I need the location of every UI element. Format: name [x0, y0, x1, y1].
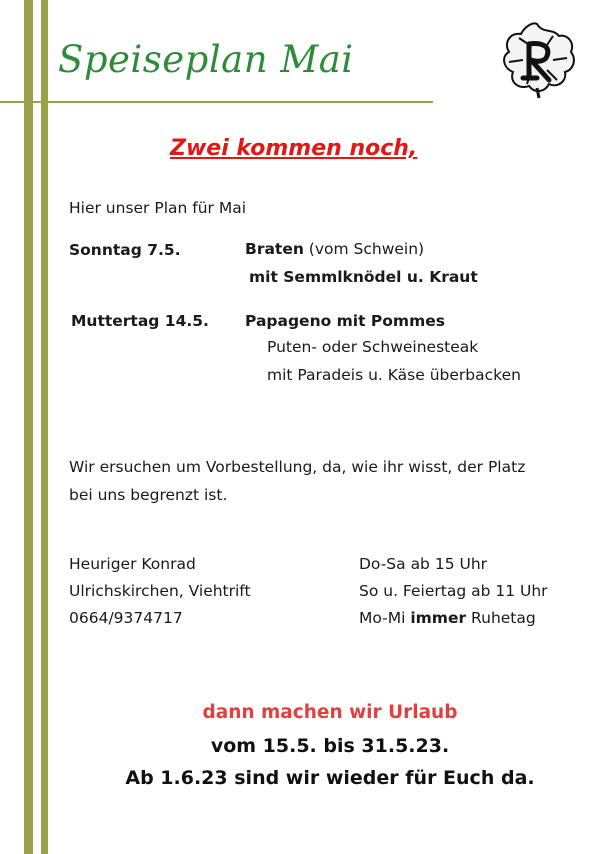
reopening-notice: Ab 1.6.23 sind wir wieder für Euch da. — [125, 767, 535, 789]
notice-line-2: bei uns begrenzt ist. — [69, 486, 228, 504]
hours-row-2: So u. Feiertag ab 11 Uhr — [359, 582, 548, 600]
hours-row-3 — [359, 609, 536, 627]
title-underline-divider — [0, 101, 433, 103]
menu-dish-1-detail: (vom Schwein) — [303, 240, 425, 258]
menu-dish-2-line-2: mit Paradeis u. Käse überbacken — [267, 366, 521, 384]
decorative-stripe-left — [24, 0, 33, 854]
menu-dish-1 — [245, 240, 424, 258]
menu-dish-1-side: mit Semmlknödel u. Kraut — [249, 268, 478, 286]
menu-day-1: Sonntag 7.5. — [69, 241, 181, 259]
hours-row-3-emphasis: immer — [410, 609, 467, 627]
menu-dish-1-name: Braten — [245, 240, 304, 258]
vacation-notice: dann machen wir Urlaub — [202, 702, 458, 723]
hours-row-3-days: Mo-Mi — [359, 609, 411, 627]
contact-name: Heuriger Konrad — [69, 555, 196, 573]
menu-dish-2-line-1: Puten- oder Schweinesteak — [267, 338, 479, 356]
heuriger-emblem-icon — [497, 18, 579, 100]
contact-phone: 0664/9374717 — [69, 609, 183, 627]
notice-line-1: Wir ersuchen um Vorbestellung, da, wie ihr wisst, der Platz — [69, 458, 526, 476]
decorative-stripe-right — [41, 0, 48, 854]
menu-dish-2-name: Papageno mit Pommes — [245, 312, 445, 330]
menu-day-2: Muttertag 14.5. — [71, 312, 209, 330]
intro-text: Hier unser Plan für Mai — [69, 199, 247, 217]
contact-address: Ulrichskirchen, Viehtrift — [69, 582, 251, 600]
hours-row-3-label: Ruhetag — [466, 609, 536, 627]
headline: Zwei kommen noch, — [170, 136, 418, 161]
page-title: Speiseplan Mai — [58, 38, 354, 81]
hours-row-1: Do-Sa ab 15 Uhr — [359, 555, 488, 573]
vacation-dates: vom 15.5. bis 31.5.23. — [210, 735, 450, 757]
